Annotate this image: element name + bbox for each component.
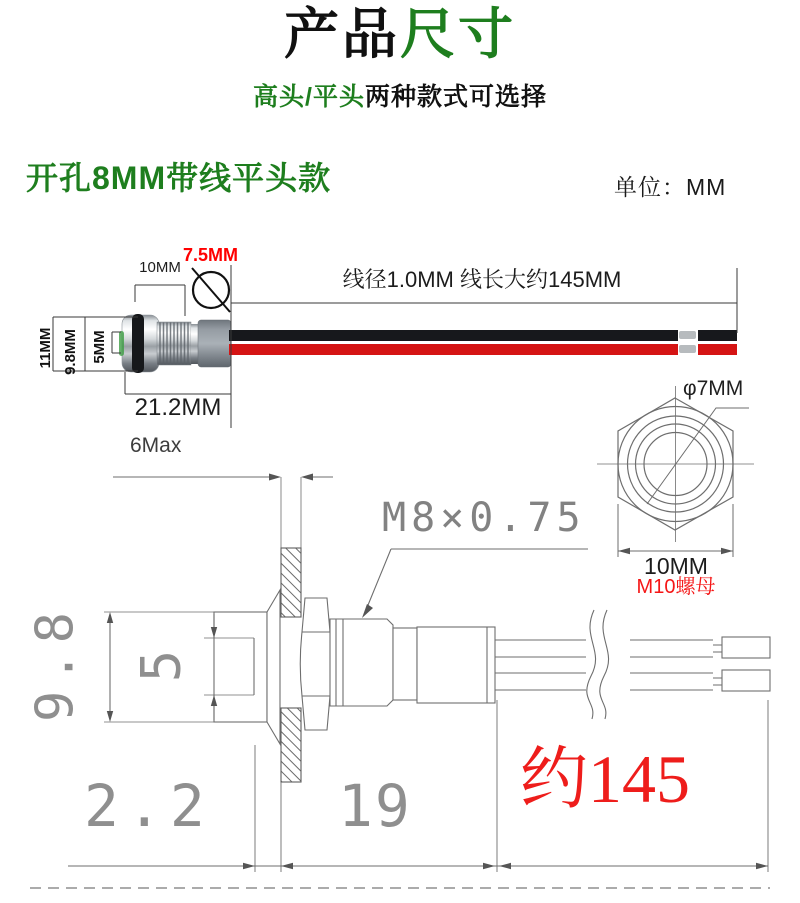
cad-rear-length-label: 19 — [338, 772, 412, 840]
cad-front-protrusion-label: 2.2 — [84, 772, 213, 840]
wire-terminal-top — [722, 637, 770, 658]
photo-rubber-sleeve — [198, 320, 231, 367]
side-view-coupling — [393, 628, 417, 700]
page-title-green: 尺寸 — [400, 3, 517, 65]
side-view-threaded-body — [330, 619, 393, 706]
total-length-label: 21.2MM — [134, 394, 222, 421]
product-photo — [119, 314, 737, 373]
photo-wire-break-top — [679, 331, 696, 339]
cad-lens-height-label: 5 — [129, 649, 193, 683]
hole-diameter-label: φ7MM — [683, 377, 744, 400]
cad-head-height-label: 9.8 — [25, 604, 86, 722]
photo-wire-break-bottom — [679, 345, 696, 353]
photo-red-wire — [229, 344, 737, 355]
unit-label: 单位：MM — [614, 174, 727, 200]
lens-height-label: 5MM — [91, 330, 109, 364]
side-view-nut — [300, 598, 332, 730]
thread-length-label: 10MM — [139, 259, 181, 276]
side-view-flange — [267, 590, 280, 744]
outer-height-label: 11MM — [37, 327, 55, 369]
panel-extension-lines — [281, 477, 301, 548]
nut-width-label: 10MM — [644, 553, 708, 579]
panel-max-label: 6Max — [130, 434, 182, 457]
subtitle-black: 两种款式可选择 — [364, 83, 547, 111]
side-view-connector-block — [417, 627, 495, 703]
wire-terminal-bottom — [722, 670, 770, 691]
panel-cross-section-top — [281, 548, 301, 617]
wire-break-symbol — [587, 610, 609, 719]
total-length-bracket — [125, 372, 231, 394]
panel-cross-section-bottom — [281, 708, 301, 782]
cad-wire-length-label: 约145 — [520, 741, 691, 817]
bottom-dim-ticks — [255, 700, 768, 872]
page-subtitle — [0, 84, 800, 110]
page-title — [0, 3, 800, 65]
subtitle-green: 高头/平头 — [253, 83, 365, 111]
wire-spec-label: 线径1.0MM 线长大约145MM — [342, 267, 622, 292]
head-height-label: 9.8MM — [62, 329, 80, 375]
page-title-black: 产品 — [283, 3, 400, 65]
thread-length-bracket — [135, 285, 185, 316]
head-diameter-label: 7.5MM — [183, 245, 239, 265]
thread-spec-leader — [366, 549, 588, 610]
photo-green-lens-edge — [119, 331, 124, 356]
thread-spec-label: M8×0.75 — [382, 495, 586, 541]
photo-black-wire — [229, 330, 737, 341]
side-view-head — [214, 612, 267, 722]
nut-front-view — [597, 386, 754, 557]
diameter-symbol-slash — [192, 268, 230, 312]
nut-name-label: M10螺母 — [636, 576, 716, 598]
section-heading: 开孔8MM带线平头款 — [26, 160, 332, 196]
photo-o-ring — [132, 314, 144, 373]
photo-thread-ridges — [160, 323, 188, 365]
